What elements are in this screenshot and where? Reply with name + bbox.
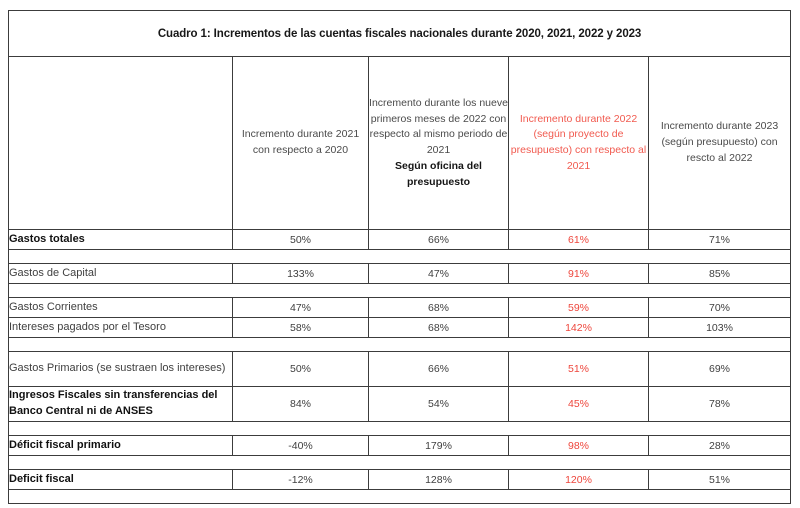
cell-gastos-totales-inc-2023-presupuesto: 71% — [649, 230, 791, 250]
row-label-deficit-fiscal: Deficit fiscal — [9, 470, 233, 490]
row-label-gastos-corrientes: Gastos Corrientes — [9, 298, 233, 318]
cell-gastos-primarios-inc-9m-2022: 66% — [369, 352, 509, 387]
row-label-deficit-fiscal-primario: Déficit fiscal primario — [9, 436, 233, 456]
table-spacer-cell — [9, 250, 791, 264]
column-header-inc-9m-2022 — [369, 57, 509, 230]
fiscal-accounts-table — [8, 10, 791, 504]
cell-gastos-de-capital-inc-2023-presupuesto: 85% — [649, 264, 791, 284]
cell-gastos-corrientes-inc-2022-proyecto: 59% — [509, 298, 649, 318]
cell-gastos-corrientes-inc-2021: 47% — [233, 298, 369, 318]
table-row — [9, 298, 791, 318]
cell-deficit-fiscal-inc-9m-2022: 128% — [369, 470, 509, 490]
column-header-inc-2023-presupuesto — [649, 57, 791, 230]
row-label-ingresos-fiscales: Ingresos Fiscales sin transferencias del Banco Central ni de ANSES — [9, 387, 233, 422]
cell-intereses-pagados-tesoro-inc-2023-presupuesto: 103% — [649, 318, 791, 338]
table-title: Cuadro 1: Incrementos de las cuentas fiscales nacionales durante 2020, 2021, 2022 y 2023 — [9, 11, 791, 57]
cell-intereses-pagados-tesoro-inc-2021: 58% — [233, 318, 369, 338]
cell-deficit-fiscal-inc-2022-proyecto: 120% — [509, 470, 649, 490]
column-header-inc-9m-2022-text: Incremento durante los nueve primeros meses de 2022 con respecto al mismo periodo de 2021 — [369, 96, 508, 156]
cell-intereses-pagados-tesoro-inc-2022-proyecto: 142% — [509, 318, 649, 338]
table-spacer-cell — [9, 490, 791, 504]
table-spacer-row — [9, 250, 791, 264]
cell-ingresos-fiscales-inc-2021: 84% — [233, 387, 369, 422]
cell-ingresos-fiscales-inc-2023-presupuesto: 78% — [649, 387, 791, 422]
table-row — [9, 318, 791, 338]
cell-ingresos-fiscales-inc-9m-2022: 54% — [369, 387, 509, 422]
column-header-inc-2023-presupuesto-text: Incremento durante 2023 (según presupuesto) con rescto al 2022 — [660, 120, 779, 164]
cell-gastos-primarios-inc-2022-proyecto: 51% — [509, 352, 649, 387]
column-header-inc-9m-2022-source: Según oficina del presupuesto — [395, 159, 482, 188]
cell-gastos-totales-inc-2022-proyecto: 61% — [509, 230, 649, 250]
table-row — [9, 387, 791, 422]
cell-deficit-fiscal-inc-2023-presupuesto: 51% — [649, 470, 791, 490]
cell-gastos-totales-inc-2021: 50% — [233, 230, 369, 250]
table-row — [9, 470, 791, 490]
column-header-inc-2021-text: Incremento durante 2021 con respecto a 2020 — [241, 128, 360, 156]
row-label-gastos-primarios: Gastos Primarios (se sustraen los intereses) — [9, 352, 233, 387]
table-spacer-cell — [9, 284, 791, 298]
cell-gastos-de-capital-inc-9m-2022: 47% — [369, 264, 509, 284]
table-row — [9, 352, 791, 387]
table-spacer-row — [9, 422, 791, 436]
cell-gastos-primarios-inc-2023-presupuesto: 69% — [649, 352, 791, 387]
row-label-gastos-de-capital: Gastos de Capital — [9, 264, 233, 284]
table-spacer-cell — [9, 422, 791, 436]
table-spacer-cell — [9, 456, 791, 470]
column-header-inc-2022-proyecto — [509, 57, 649, 230]
cell-deficit-fiscal-primario-inc-2021: -40% — [233, 436, 369, 456]
table-body — [9, 11, 791, 504]
table-title-row — [9, 11, 791, 57]
row-label-intereses-pagados-tesoro: Intereses pagados por el Tesoro — [9, 318, 233, 338]
cell-gastos-corrientes-inc-9m-2022: 68% — [369, 298, 509, 318]
table-spacer-row — [9, 490, 791, 504]
cell-deficit-fiscal-primario-inc-9m-2022: 179% — [369, 436, 509, 456]
table-row — [9, 230, 791, 250]
cell-intereses-pagados-tesoro-inc-9m-2022: 68% — [369, 318, 509, 338]
cell-deficit-fiscal-inc-2021: -12% — [233, 470, 369, 490]
cell-gastos-corrientes-inc-2023-presupuesto: 70% — [649, 298, 791, 318]
cell-gastos-primarios-inc-2021: 50% — [233, 352, 369, 387]
cell-gastos-de-capital-inc-2021: 133% — [233, 264, 369, 284]
cell-deficit-fiscal-primario-inc-2023-presupuesto: 28% — [649, 436, 791, 456]
row-label-gastos-totales: Gastos totales — [9, 230, 233, 250]
cell-deficit-fiscal-primario-inc-2022-proyecto: 98% — [509, 436, 649, 456]
table-row — [9, 436, 791, 456]
table-spacer-row — [9, 456, 791, 470]
cell-gastos-de-capital-inc-2022-proyecto: 91% — [509, 264, 649, 284]
table-row — [9, 264, 791, 284]
column-header-inc-2021 — [233, 57, 369, 230]
table-spacer-row — [9, 284, 791, 298]
cell-ingresos-fiscales-inc-2022-proyecto: 45% — [509, 387, 649, 422]
column-header-row-label — [9, 57, 233, 230]
table-spacer-cell — [9, 338, 791, 352]
table-spacer-row — [9, 338, 791, 352]
column-header-inc-2022-proyecto-text: Incremento durante 2022 (según proyecto de presupuesto) con respecto al 2021 — [510, 112, 647, 172]
cell-gastos-totales-inc-9m-2022: 66% — [369, 230, 509, 250]
table-header-row — [9, 57, 791, 230]
